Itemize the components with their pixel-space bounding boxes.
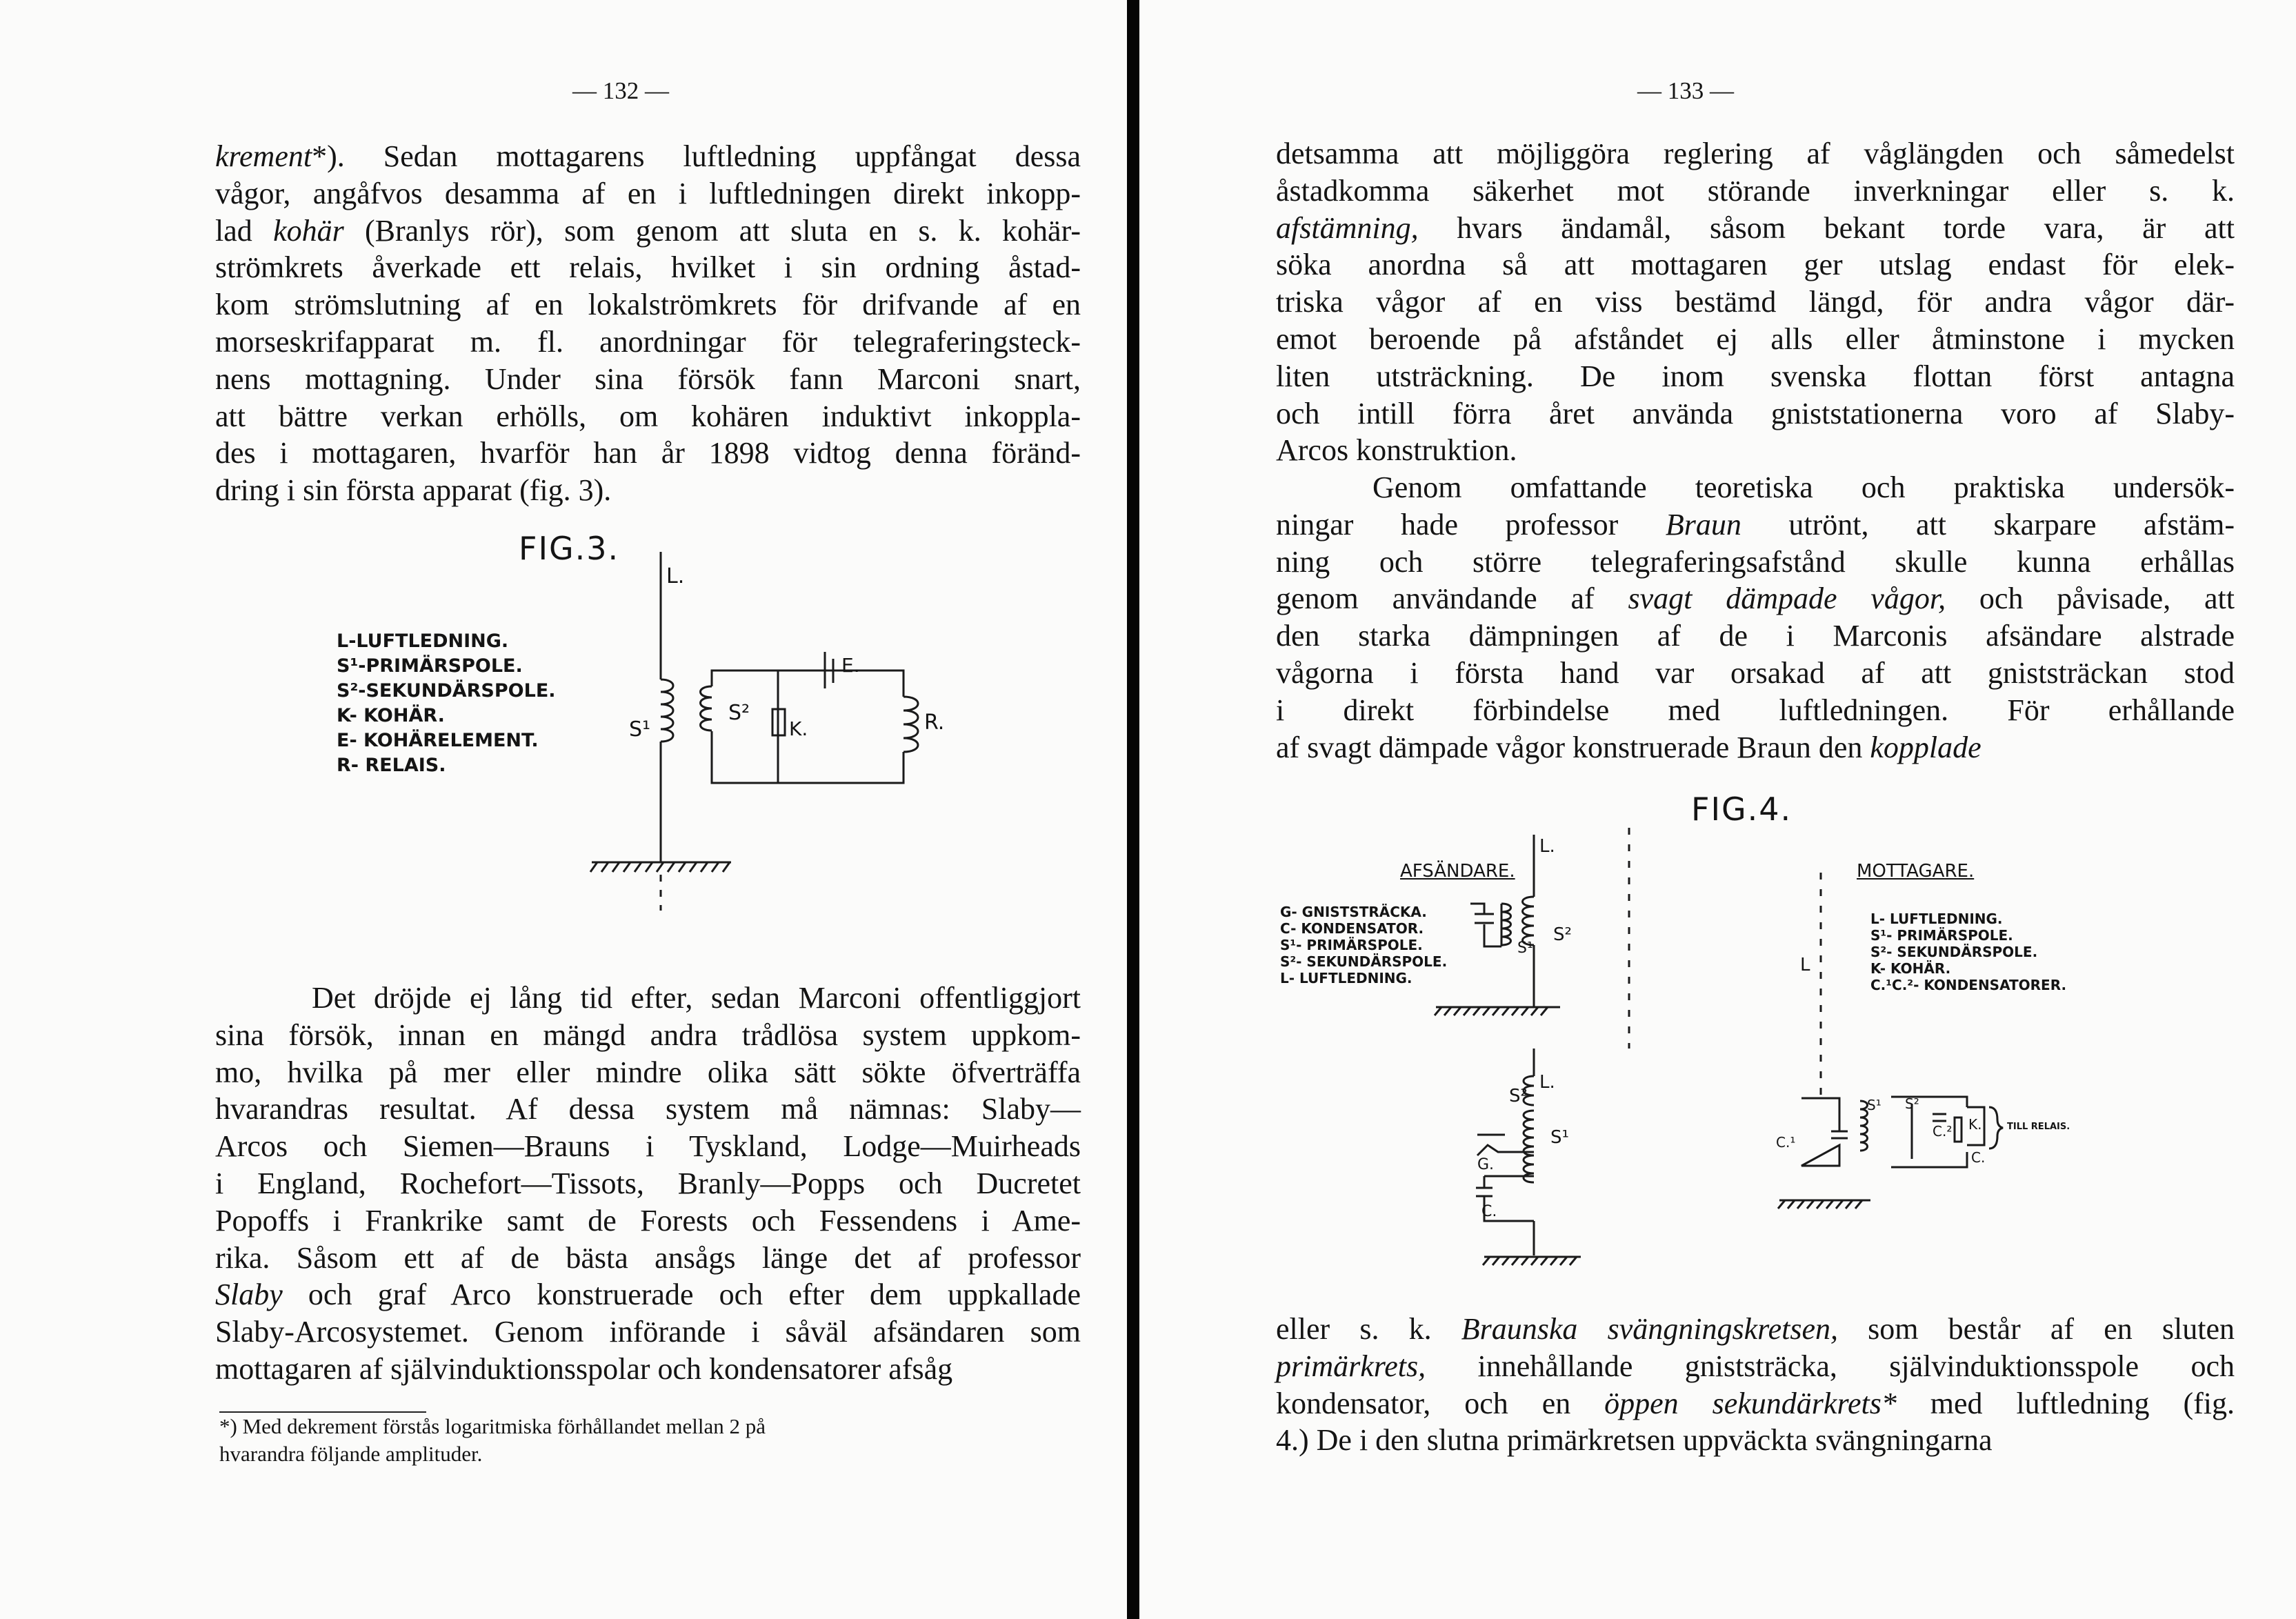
right-page [1139,0,2296,1619]
text: sina försök, innan en mängd andra trådlösa system uppkom- [215,1017,1081,1052]
text: emot beroende på afståndet ej alls eller åtminstone i mycken [1276,321,2235,356]
page-number: — 133 — [1637,77,1734,104]
text: innehållande gniststräcka, självinduktionsspole och [1426,1349,2235,1383]
legend-item: G- GNISTSTRÄCKA. [1280,904,1427,920]
text: och påvisade, att [1946,582,2235,616]
figure-title: FIG.4. [1691,791,1793,828]
label-s1: S¹ [1517,940,1533,957]
text: i England, Rochefort—Tissots, Branly—Popps och Ducretet [215,1166,1081,1200]
legend-item: S¹- PRIMÄRSPOLE. [1280,937,1423,953]
text-line [1276,1348,2235,1385]
text: Arcos konstruktion. [1276,433,1517,468]
text: Det dröjde ej lång tid efter, sedan Marconi offentliggjort [312,981,1081,1015]
text: eller s. k. [1276,1312,1461,1346]
text: genom användande af [1276,582,1628,616]
book-gutter [1127,0,1139,1619]
text-line [215,1165,1081,1202]
text: detsamma att möjliggöra reglering af våglängden och såmedelst [1276,137,2235,170]
receiver-ground-hatch [1778,1200,1862,1209]
text: kom strömslutning af en lokalströmkrets för drifvande af en [215,288,1081,322]
text: lad [215,213,274,248]
italic-text: krement [215,139,312,173]
label-k: K. [789,717,808,740]
legend-item: K- KOHÄR. [1870,960,1951,977]
label-s1: S¹ [1550,1127,1569,1148]
text: des i mottagaren, hvarför han år 1898 vidtog denna föränd- [215,436,1081,470]
legend-item: C- KONDENSATOR. [1280,920,1424,937]
legend-item: E- KOHÄRELEMENT. [337,730,539,751]
text: söka anordna så att mottagaren ger utslag endast för elek- [1276,248,2235,282]
italic-text: öppen sekundärkrets* [1604,1386,1897,1420]
paragraph [215,980,1081,1388]
text-line [215,1202,1081,1240]
text: hvarandras resultat. Af dessa system må nämnas: Slaby— [215,1092,1081,1126]
text: ningar hade professor [1276,507,1666,542]
label-r: R. [924,711,945,735]
italic-text: svagt dämpade vågor, [1628,582,1946,616]
text: och graf Arco konstruerade och efter dem uppkallade [282,1278,1081,1312]
text: kondensator, och en [1276,1386,1605,1420]
paragraph [1276,1311,2235,1459]
sender-primary-loop [1470,904,1501,946]
text: utrönt, att skarpare afstäm- [1741,507,2235,542]
text-line [215,1313,1081,1351]
legend-item: S¹-PRIMÄRSPOLE. [337,655,523,677]
italic-text: kopplade [1870,730,1981,764]
text: och intill förra året använda gniststationerna voro af Slaby- [1276,396,2235,430]
primary-coil [661,679,673,742]
label-c: C. [1971,1149,1986,1166]
receiver-title: MOTTAGARE. [1857,861,1975,882]
text: hvars ändamål, såsom bekant torde vara, är att [1418,210,2235,245]
secondary-coil [701,686,712,731]
text: (Branlys rör), som genom att sluta en s. k. kohär- [343,213,1081,248]
text: nens mottagning. Under sina försök fann Marconi snart, [215,361,1081,396]
label-l-receiver: L [1800,955,1810,975]
legend-item: L- LUFTLEDNING. [1870,911,2003,927]
text-line [215,1276,1081,1313]
text: morseskrifapparat m. fl. anordningar för telegraferingsteck- [215,324,1081,359]
ground-hatch [590,862,730,872]
label-l: L. [1539,1072,1555,1093]
legend-item: K- KOHÄR. [337,705,445,726]
label-l: L. [1539,836,1555,857]
sender-primary-coil [1501,904,1511,945]
label-s2: S² [1509,1086,1528,1106]
page-number: — 132 — [572,77,669,104]
label-s1: S¹ [629,717,651,742]
text: rika. Såsom ett af de bästa ansågs länge det af professor [215,1240,1081,1275]
text-line [215,1351,1081,1388]
text: triska vågor af en viss bestämd längd, för andra vågor där- [1276,285,2235,319]
italic-text: kohär [273,213,344,248]
text: *). Sedan mottagarens luftledning uppfångat dessa [312,139,1081,173]
legend-item: L-LUFTLEDNING. [337,630,509,652]
text: vågorna i första hand var orsakad af att gniststräckan stod [1276,655,2235,690]
legend-item: L- LUFTLEDNING. [1280,970,1412,986]
italic-text: Braun [1665,507,1741,542]
text: med luftledning (fig. [1896,1386,2235,1420]
text-line [215,980,1081,1017]
label-g: G. [1477,1156,1495,1173]
legend-item: C.¹C.²- KONDENSATORER. [1870,977,2067,993]
italic-text: afstämning, [1276,210,1419,245]
legend-item: S¹- PRIMÄRSPOLE. [1870,927,2013,944]
italic-text: primärkrets, [1276,1349,1426,1383]
text: den starka dämpningen af de i Marconis afsändare alstrade [1276,619,2235,653]
text-line [1276,1385,2235,1422]
text: mo, hvilka på mer eller mindre olika sätt sökte öfverträffa [215,1055,1081,1089]
footnote-line: *) Med dekrement förstås logaritmiska förhållandet mellan 2 på [219,1414,766,1438]
figure-4-schematic [1139,0,2296,1311]
text: mottagaren af självinduktionsspolar och kondensatorer afsåg [215,1351,953,1386]
text: Popoffs i Frankrike samt de Forests och Fessendens i Ame- [215,1203,1081,1238]
label-s2: S² [728,701,750,725]
relay-brace [1989,1107,2003,1149]
figure-title: FIG.3. [519,530,620,567]
text: af svagt dämpade vågor konstruerade Braun den [1276,730,1870,764]
left-page [0,0,1127,1619]
label-s1: S¹ [1867,1097,1881,1113]
text: vågor, angåfvos desamma af en i luftledningen direkt inkopp- [215,176,1081,210]
text: liten utsträckning. De inom svenska flottan först antagna [1276,359,2235,393]
text: att bättre verkan erhölls, om kohären induktivt inkoppla- [215,399,1081,433]
figure-3-schematic [0,0,1127,966]
text-line [1276,1422,2235,1459]
text: Slaby-Arcosystemet. Genom införande i såväl afsändaren som [215,1315,1081,1349]
text-line [215,1017,1081,1054]
text: som består af en sluten [1838,1312,2235,1346]
label-l: L. [666,564,685,588]
label-s2: S² [1905,1095,1919,1112]
text: Arcos och Siemen—Brauns i Tyskland, Lodge—Muirheads [215,1129,1081,1164]
text: ning och större telegraferingsafstånd skulle kunna erhållas [1276,544,2235,579]
label-c: C. [1481,1203,1497,1220]
text-line [215,1240,1081,1277]
legend-item: R- RELAIS. [337,755,446,776]
label-c1: C.¹ [1776,1134,1796,1151]
sender-lower-primary [1524,1111,1534,1182]
text: strömkrets åverkade ett relais, hvilket i sin ordning åstad- [215,250,1081,285]
text-line [215,1054,1081,1091]
label-s2: S² [1553,924,1572,945]
sender-title: AFSÄNDARE. [1400,861,1515,882]
sender-lower-ground-hatch [1483,1257,1577,1265]
text-line [1276,1311,2235,1348]
text: 4.) De i den slutna primärkretsen uppväckta svängningarna [1276,1423,1993,1458]
label-c2: C.² [1933,1123,1953,1140]
legend-item: S²- SEKUNDÄRSPOLE. [1280,953,1448,970]
receiver-kohar [1955,1118,1961,1142]
legend-item: S²-SEKUNDÄRSPOLE. [337,680,556,702]
legend-item: S²- SEKUNDÄRSPOLE. [1870,944,2038,960]
italic-text: Slaby [215,1278,283,1312]
sender-ground-hatch [1435,1007,1548,1015]
relay-coil [904,697,918,752]
text: åstadkomma säkerhet mot störande inverkningar eller s. k. [1276,173,2235,208]
sender-secondary-coil [1523,897,1535,945]
footnote [219,1413,766,1468]
label-till-relais: TILL RELAIS. [2007,1122,2070,1132]
text: dring i sin första apparat (fig. 3). [215,473,612,508]
text: i direkt förbindelse med luftledningen. För erhållande [1276,693,2235,727]
label-k: K. [1968,1116,1982,1133]
label-e: E. [841,654,860,677]
text-line [215,1128,1081,1165]
footnote-line: hvarandra följande amplituder. [219,1442,483,1466]
text-line [215,1091,1081,1128]
receiver-coil [1860,1101,1868,1151]
receiver-primary-capacitor [1831,1131,1848,1138]
italic-text: Braunska svängningskretsen, [1461,1312,1838,1346]
text: Genom omfattande teoretiska och praktiska undersök- [1372,470,2235,504]
